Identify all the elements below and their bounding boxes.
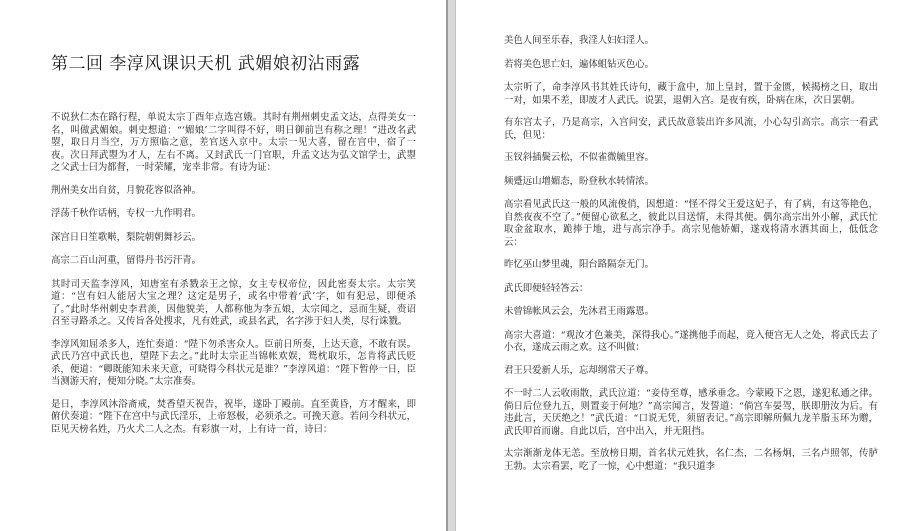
poem-line: 未曾锦帐风云会，先沐君王雨露恩。	[504, 306, 655, 317]
paragraph: 有东宫太子，乃是高宗，入宫问安，武氏故意装出许多风流，小心勾引高宗。高宗一看武氏，但见：	[504, 117, 878, 141]
paragraph: 李淳风知屈杀多人，连忙奏道：“陛下勿杀害众人。臣前日所奏，上达天意，不敢有误。武氏乃宫中武氏也，望陛下去之。”此时太宗正当锦帐欢娱，鸳枕取乐，怎肯将武氏贬杀，便道：“卿既能知未来天意，可晓得今科状元是谁？”李淳风道：“陛下暂停一日，臣当测游天府，便知分晓。”太宗准奏。	[51, 338, 416, 387]
poem-line: 频蹙远山增媚态，盼登秋水转情浓。	[504, 175, 655, 187]
poem-line: 若将美色思亡妇，遍体蛆钻灭色心。	[504, 58, 655, 70]
paragraph: 其时司天监李淳风，知唐室有杀戮亲王之惊，女主专权帝位，因此密奏太宗。太宗笑道：“岂有妇人能居大宝之理？这定是男子，或名中带着‘武’字，如有犯忌，即便杀了。”此时华州刺史李君羡，因他貌美，人都称他为李五娘，太宗闻之，忌而生疑，赍诏召至寻路杀之。又传旨各处搜求，凡有姓武，或县名武，名字涉于妇人类，尽行诛戮。	[51, 278, 416, 327]
paragraph: 不说狄仁杰在路行程，单说太宗丁酉年点选宫娥。其时有荆州刺史孟文达，点得美女一名，叫做武媚娘。刺史想道：“‘媚娘’二字叫得不好，明日御前岂有称之理！”进改名武曌，取日月当空，万方照临之意，差官送入京中。太宗一见大喜，留在宫中，宿了一夜。次日拜武曌为才人，左右不离。又封武氏一门官职，升孟文达为弘文馆学士，武曌之父武士曰为都督，一时荣耀，宠幸非常。有诗为证：	[51, 112, 416, 173]
chapter-title: 第二回 李淳风课识天机 武媚娘初沾雨露	[51, 54, 361, 74]
paragraph: 高宗大喜道：“观汝才色兼美，深得我心。”遂携他手而起，竟入便宫无人之处，将武氏去了小衣，遂成云雨之欢。这不叫做：	[504, 329, 878, 353]
poem-line: 浮荡千秋作话柄，专权一九作明君。	[51, 208, 202, 219]
left-page-body	[51, 112, 416, 436]
paragraph: 太宗听了，命李淳风书其姓氏诗句，藏于盒中，加上皇封，置于金匮，候揭榜之日，取出一对，如果不差，即废才人武氏。说罢，退朝入宫。是夜有疾，卧病在床，次日罢朝。	[504, 82, 878, 106]
poem-line: 高宗二百山河重，留得丹书污汗青。	[51, 255, 202, 266]
paragraph: 太宗渐渐龙体无恙。至放榜日期，首名状元姓狄，名仁杰，二名杨炯，三名卢照邻，传胪王勃。太宗看罢，吃了一惊，心中想道：“我只道李	[504, 448, 878, 472]
left-page	[0, 0, 446, 531]
right-page	[456, 0, 900, 531]
poem-line: 君王只爱新人乐，忘却纲常天子尊。	[504, 364, 655, 376]
poem-line: 荆州美女出自贫，月貌花容似洛神。	[51, 184, 202, 196]
paragraph: 武氏即便轻轻答云：	[504, 282, 589, 294]
paragraph: 高宗看见武氏这一般的风流俊俏，因想道：“怪不得父王爱这妃子，有了病，有这等艳色，自然夜夜不空了。”便留心欲私之，彼此以目送情，未得其便。偶尔高宗出外小解，武氏忙取金盆取水，跪捧于地，进与高宗净手。高宗见他娇媚，遂戏将清水洒其面上，低低念云：	[504, 199, 878, 248]
poem-line: 玉钗斜插鬓云松，不似雀微毓里容。	[504, 152, 655, 163]
paragraph: 是日，李淳风沐浴斋戒，焚香望天祝告，祝毕，遂卧丁殿前。直至黄昏，方才醒来，即俯伏奏道：“陛下在宫中与武氏淫乐，上帝怒极，必须杀之。可挽天意。若问今科状元，臣见天榜名姓，乃火犬二人之杰。有彩旗一对，上有诗一首，诗曰：	[51, 398, 416, 435]
poem-line: 美色人间至乐春，我淫人妇妇淫人。	[504, 35, 655, 46]
poem-line: 深宫日日笙歌啭，梨院朝朝舞衫云。	[51, 231, 202, 243]
poem-line: 昨忆巫山梦里魂，阳台路隔奈无门。	[504, 259, 655, 270]
page-divider	[446, 0, 456, 531]
paragraph: 不一时二人云收雨散，武氏泣道：“妾侍至尊，感承垂念。今蒙殿下之恩，遂犯私通之律。倘日后位登九五，则置妾于何地？”高宗闻言，发誓道：“倘宫车晏驾，朕即册汝为后。有违此言，天厌绝之！”武氏道：“口说无凭，须留表记。”高宗即解所佩九龙羊脂玉环为赠，武氏叩首而谢。自此以后，宫中出入，并无阻挡。	[504, 388, 878, 437]
right-page-body	[504, 35, 878, 473]
